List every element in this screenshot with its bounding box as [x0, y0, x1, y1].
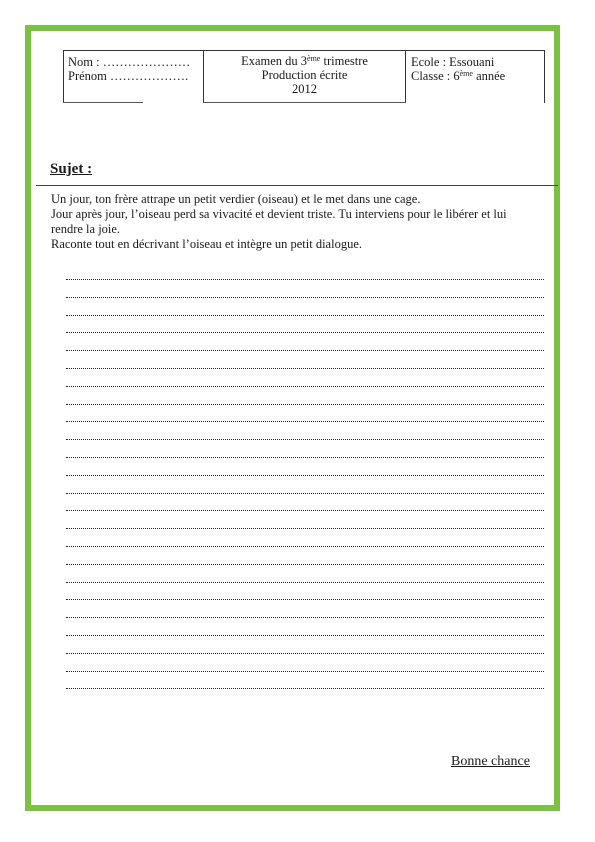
subject-text — [51, 192, 546, 252]
header-bottom-rule — [63, 102, 143, 103]
header-table — [63, 50, 545, 103]
name-field: Nom : ………………… — [68, 55, 191, 69]
answer-line[interactable] — [66, 635, 544, 636]
closing-text: Bonne chance — [451, 754, 530, 769]
answer-line[interactable] — [66, 564, 544, 565]
answer-line[interactable] — [66, 315, 544, 316]
answer-line[interactable] — [66, 457, 544, 458]
exam-year: 2012 — [292, 82, 317, 96]
answer-line[interactable] — [66, 297, 544, 298]
subject-line: Un jour, ton frère attrape un petit verdier (oiseau) et le met dans une cage. — [51, 192, 421, 206]
student-info-cell — [63, 51, 203, 103]
school-info-cell — [406, 51, 545, 103]
answer-line[interactable] — [66, 386, 544, 387]
subject-title: Sujet : — [50, 161, 93, 177]
exam-info-cell — [203, 51, 406, 103]
answer-line[interactable] — [66, 599, 544, 600]
answer-area[interactable] — [66, 279, 544, 706]
answer-line[interactable] — [66, 475, 544, 476]
subject-line: Raconte tout en décrivant l’oiseau et intègre un petit dialogue. — [51, 237, 363, 251]
answer-line[interactable] — [66, 582, 544, 583]
answer-line[interactable] — [66, 546, 544, 547]
answer-line[interactable] — [66, 350, 544, 351]
answer-line[interactable] — [66, 332, 544, 333]
firstname-field: Prénom ………………. — [68, 69, 189, 83]
answer-line[interactable] — [66, 528, 544, 529]
answer-line[interactable] — [66, 617, 544, 618]
answer-line[interactable] — [66, 653, 544, 654]
school-name: Ecole : Essouani — [411, 55, 495, 69]
subject-type: Production écrite — [261, 68, 348, 82]
subject-line: rendre la joie. — [51, 222, 121, 236]
answer-line[interactable] — [66, 404, 544, 405]
answer-line[interactable] — [66, 493, 544, 494]
answer-line[interactable] — [66, 368, 544, 369]
exam-title: Examen du 3ème trimestre — [241, 54, 368, 68]
subject-divider — [36, 185, 558, 186]
answer-line[interactable] — [66, 421, 544, 422]
answer-line[interactable] — [66, 279, 544, 280]
answer-line[interactable] — [66, 439, 544, 440]
class-level: Classe : 6ème année — [411, 69, 506, 83]
answer-line[interactable] — [66, 510, 544, 511]
answer-line[interactable] — [66, 671, 544, 672]
header-bottom-rule — [203, 102, 406, 103]
answer-line[interactable] — [66, 688, 544, 689]
subject-line: Jour après jour, l’oiseau perd sa vivacité et devient triste. Tu interviens pour le libérer et lui — [51, 207, 507, 221]
